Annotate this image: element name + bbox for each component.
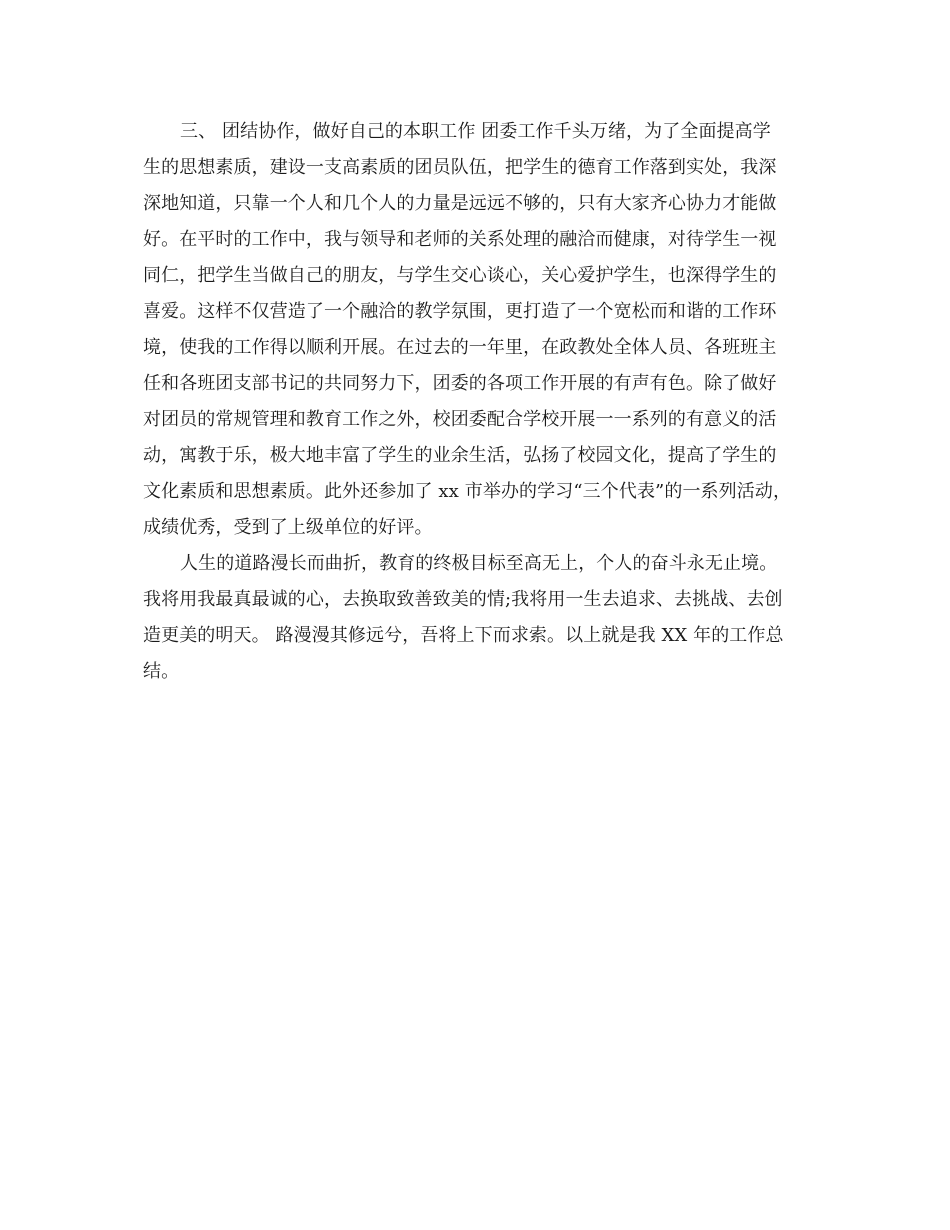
paragraph-line: 生的思想素质，建设一支高素质的团员队伍，把学生的德育工作落到实处，我深 — [143, 157, 777, 178]
paragraph-line: 文化素质和思想素质。此外还参加了 xx 市举办的学习“三个代表”的一系列活动， — [143, 481, 792, 502]
document-body — [143, 114, 823, 690]
paragraph-line: 好。在平时的工作中，我与领导和老师的关系处理的融洽而健康，对待学生一视 — [143, 229, 777, 250]
paragraph-line: 造更美的明天。 路漫漫其修远兮，吾将上下而求索。以上就是我 XX 年的工作总 — [143, 625, 784, 646]
paragraph-line: 境，使我的工作得以顺利开展。在过去的一年里，在政教处全体人员、各班班主 — [143, 337, 777, 358]
paragraph-line: 任和各班团支部书记的共同努力下，团委的各项工作开展的有声有色。除了做好 — [143, 373, 777, 394]
paragraph-line: 成绩优秀，受到了上级单位的好评。 — [143, 517, 433, 538]
paragraph-line: 三、 团结协作，做好自己的本职工作 团委工作千头万绪，为了全面提高学 — [180, 121, 771, 142]
paragraph-line: 对团员的常规管理和教育工作之外，校团委配合学校开展一一系列的有意义的活 — [143, 409, 777, 430]
paragraph-line: 喜爱。这样不仅营造了一个融洽的教学氛围，更打造了一个宽松而和谐的工作环 — [143, 301, 777, 322]
paragraph-line: 同仁，把学生当做自己的朋友，与学生交心谈心，关心爱护学生，也深得学生的 — [143, 265, 777, 286]
paragraph-line: 结。 — [143, 661, 180, 682]
paragraph-conclusion — [143, 546, 823, 690]
paragraph-line: 人生的道路漫长而曲折，教育的终极目标至高无上，个人的奋斗永无止境。 — [180, 553, 778, 574]
paragraph-line: 我将用我最真最诚的心，去换取致善致美的情;我将用一生去追求、去挑战、去创 — [143, 589, 783, 610]
paragraph-line: 深地知道，只靠一个人和几个人的力量是远远不够的，只有大家齐心协力才能做 — [143, 193, 777, 214]
paragraph-teamwork — [143, 114, 823, 546]
paragraph-line: 动，寓教于乐，极大地丰富了学生的业余生活，弘扬了校园文化，提高了学生的 — [143, 445, 777, 466]
